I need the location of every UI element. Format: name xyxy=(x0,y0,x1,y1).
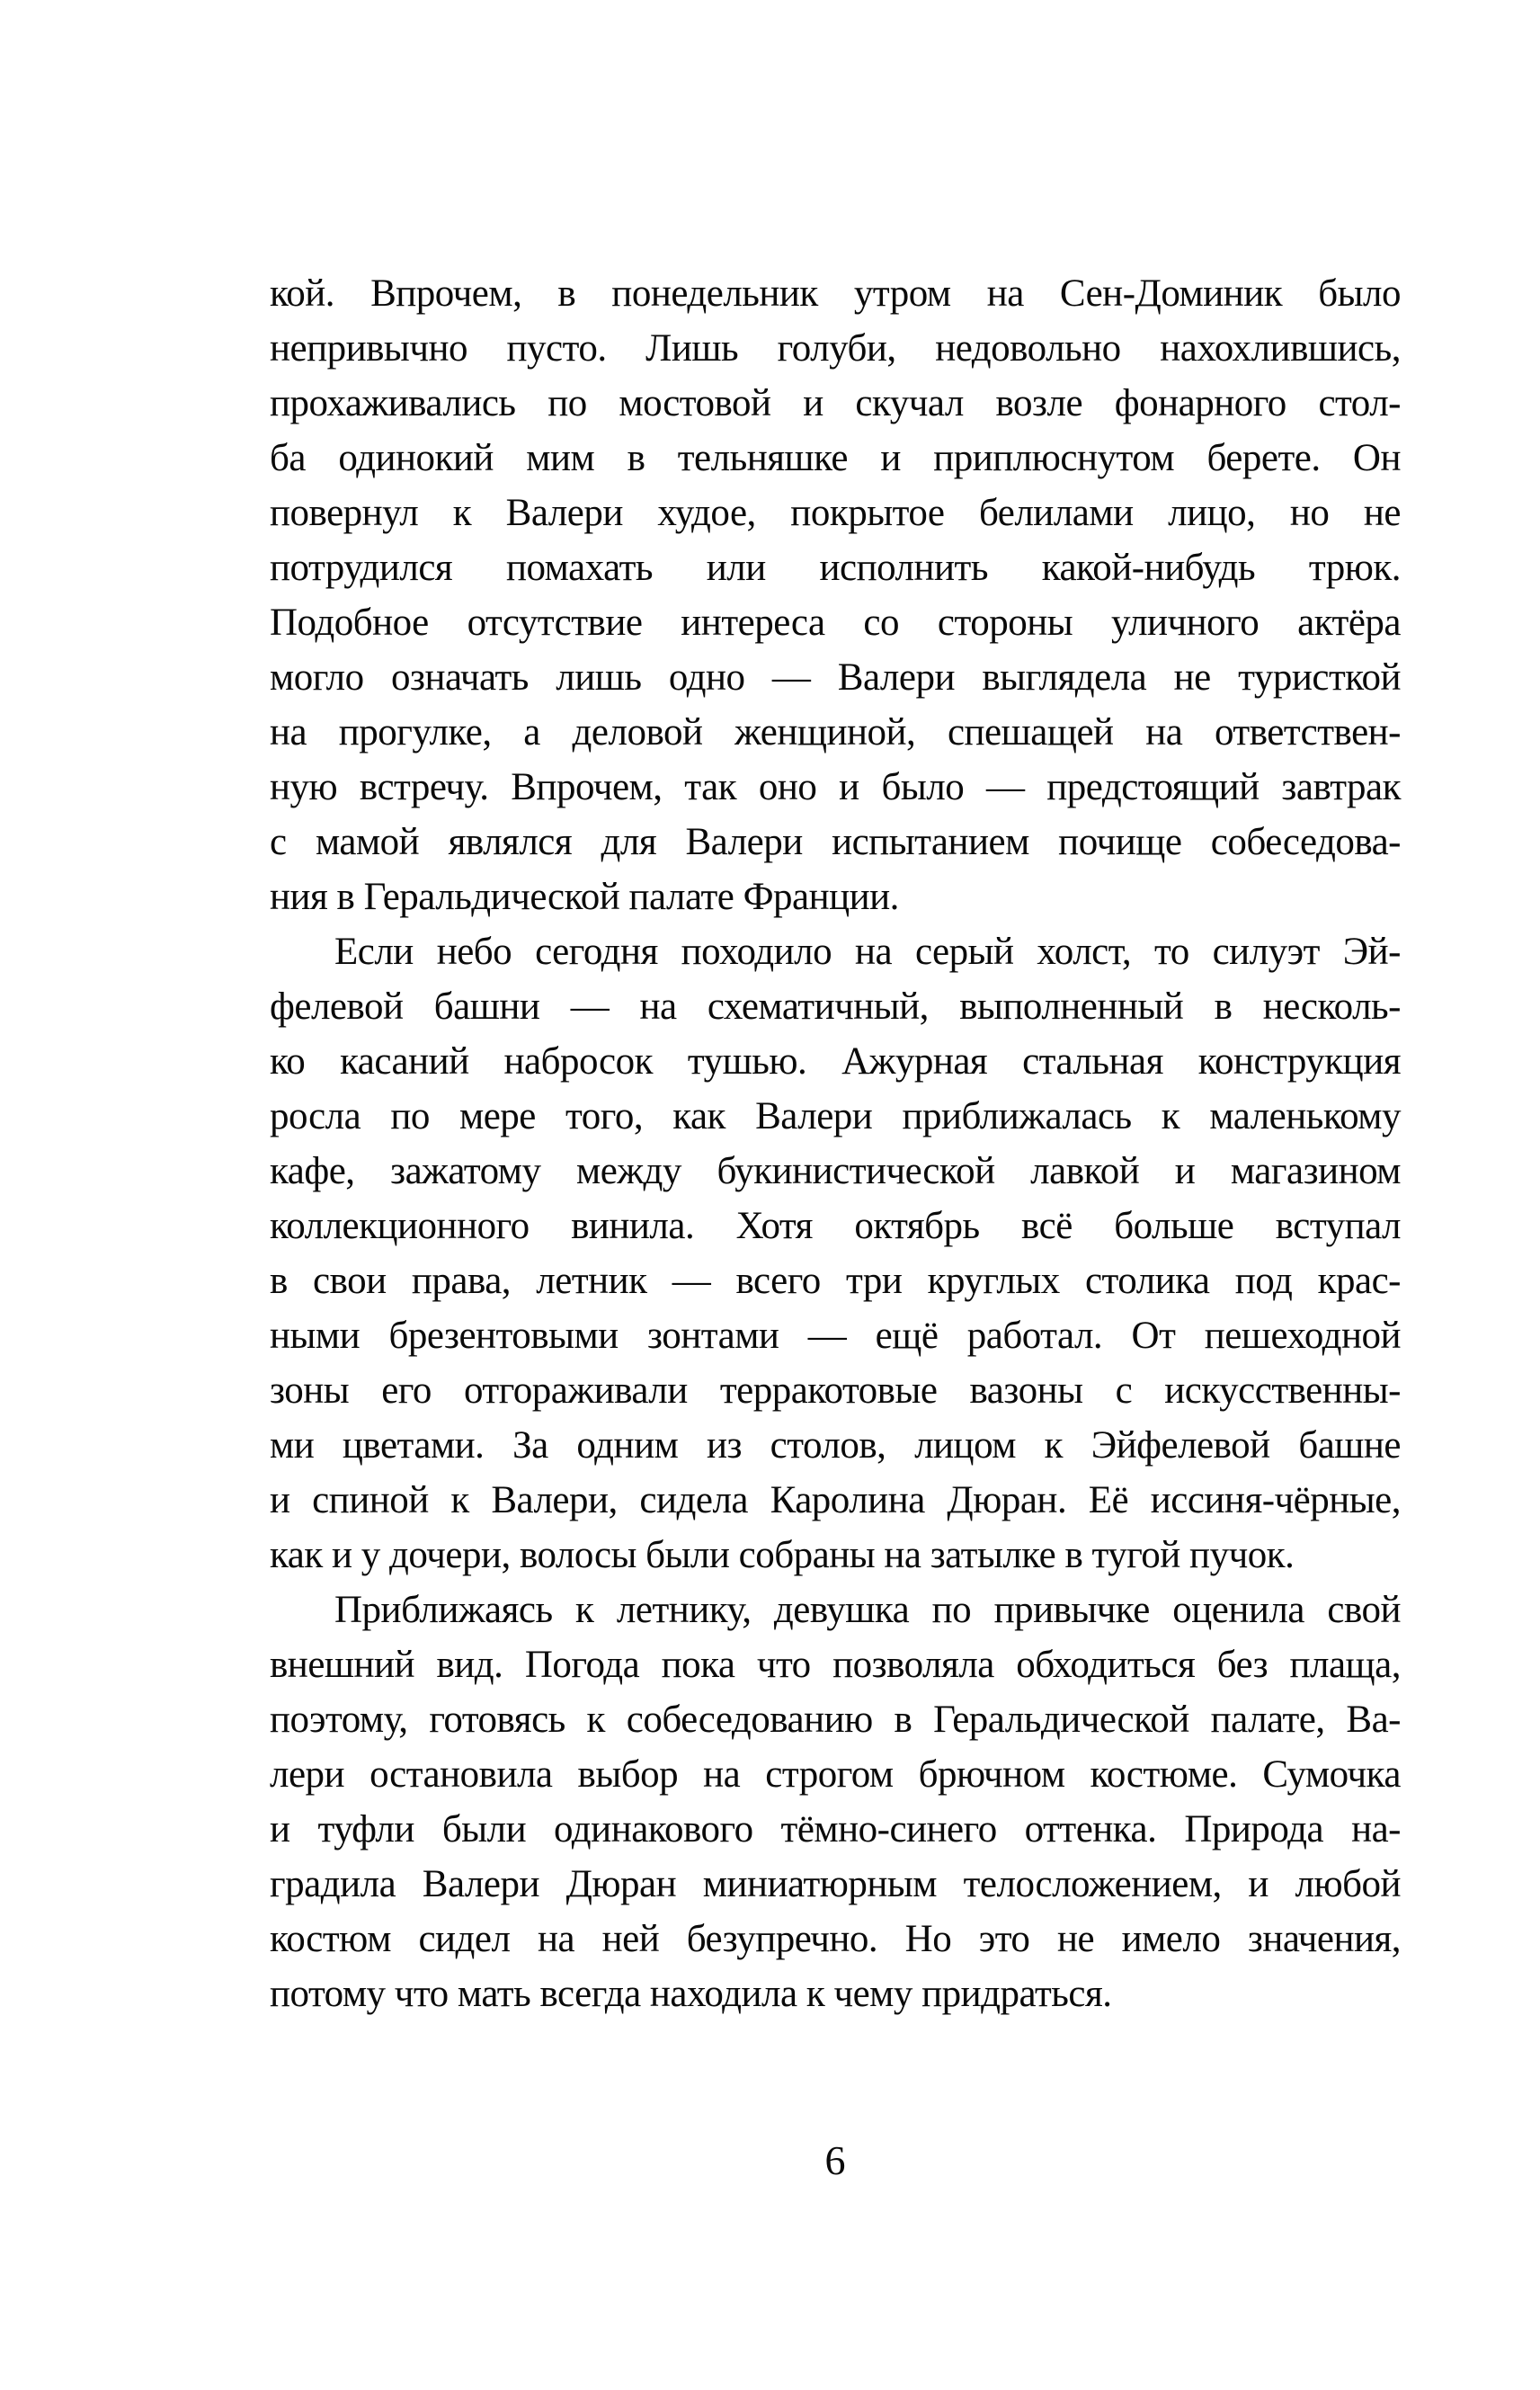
paragraph xyxy=(270,266,1401,924)
text-line: и спиной к Валери, сидела Каролина Дюран. Её иссиня-чёрные, xyxy=(270,1479,1401,1521)
text-line: ко касаний набросок тушью. Ажурная стальная конструкция xyxy=(270,1040,1401,1083)
text-block xyxy=(270,266,1401,2021)
text-line: могло означать лишь одно — Валери выглядела не туристкой xyxy=(270,656,1401,699)
paragraph xyxy=(270,1583,1401,2021)
text-line: коллекционного винила. Хотя октябрь всё больше вступал xyxy=(270,1205,1401,1247)
text-line: ную встречу. Впрочем, так оно и было — предстоящий завтрак xyxy=(270,766,1401,808)
text-line: ба одинокий мим в тельняшке и приплюснутом берете. Он xyxy=(270,437,1401,479)
text-line: Подобное отсутствие интереса со стороны уличного актёра xyxy=(270,602,1401,644)
text-line: зоны его отгораживали терракотовые вазоны с искусственны- xyxy=(270,1369,1401,1412)
text-line: кафе, зажатому между букинистической лавкой и магазином xyxy=(270,1150,1401,1192)
text-line: на прогулке, а деловой женщиной, спешащей на ответствен- xyxy=(270,711,1401,754)
text-line: росла по мере того, как Валери приближалась к маленькому xyxy=(270,1095,1401,1137)
text-line: непривычно пусто. Лишь голуби, недовольно нахохлившись, xyxy=(270,327,1401,370)
text-line: костюм сидел на ней безупречно. Но это не имело значения, xyxy=(270,1918,1401,1960)
text-line: повернул к Валери худое, покрытое белилами лицо, но не xyxy=(270,492,1401,534)
text-line: кой. Впрочем, в понедельник утром на Сен-Доминик было xyxy=(270,272,1401,315)
text-line: прохаживались по мостовой и скучал возле фонарного стол- xyxy=(270,382,1401,424)
text-line: ми цветами. За одним из столов, лицом к Эйфелевой башне xyxy=(270,1424,1401,1467)
text-line: потрудился помахать или исполнить какой-нибудь трюк. xyxy=(270,547,1401,589)
text-line: градила Валери Дюран миниатюрным телосложением, и любой xyxy=(270,1863,1401,1905)
text-line: ния в Геральдической палате Франции. xyxy=(270,876,899,918)
text-line: как и у дочери, волосы были собраны на затылке в тугой пучок. xyxy=(270,1534,1295,1576)
paragraph xyxy=(270,924,1401,1583)
text-line: фелевой башни — на схематичный, выполненный в несколь- xyxy=(270,985,1401,1028)
text-line: ными брезентовыми зонтами — ещё работал. От пешеходной xyxy=(270,1315,1401,1357)
text-line: потому что мать всегда находила к чему придраться. xyxy=(270,1973,1112,2015)
text-line: Если небо сегодня походило на серый холст, то силуэт Эй- xyxy=(334,931,1401,973)
text-line: Приближаясь к летнику, девушка по привычке оценила свой xyxy=(334,1589,1401,1631)
text-line: поэтому, готовясь к собеседованию в Геральдической палате, Ва- xyxy=(270,1699,1401,1741)
page-number: 6 xyxy=(824,2137,846,2183)
text-line: и туфли были одинакового тёмно-синего оттенка. Природа на- xyxy=(270,1808,1401,1850)
text-line: внешний вид. Погода пока что позволяла обходиться без плаща, xyxy=(270,1644,1401,1686)
text-line: с мамой являлся для Валери испытанием почище собеседова- xyxy=(270,821,1401,863)
text-line: лери остановила выбор на строгом брючном костюме. Сумочка xyxy=(270,1753,1401,1796)
text-line: в свои права, летник — всего три круглых столика под крас- xyxy=(270,1260,1401,1302)
